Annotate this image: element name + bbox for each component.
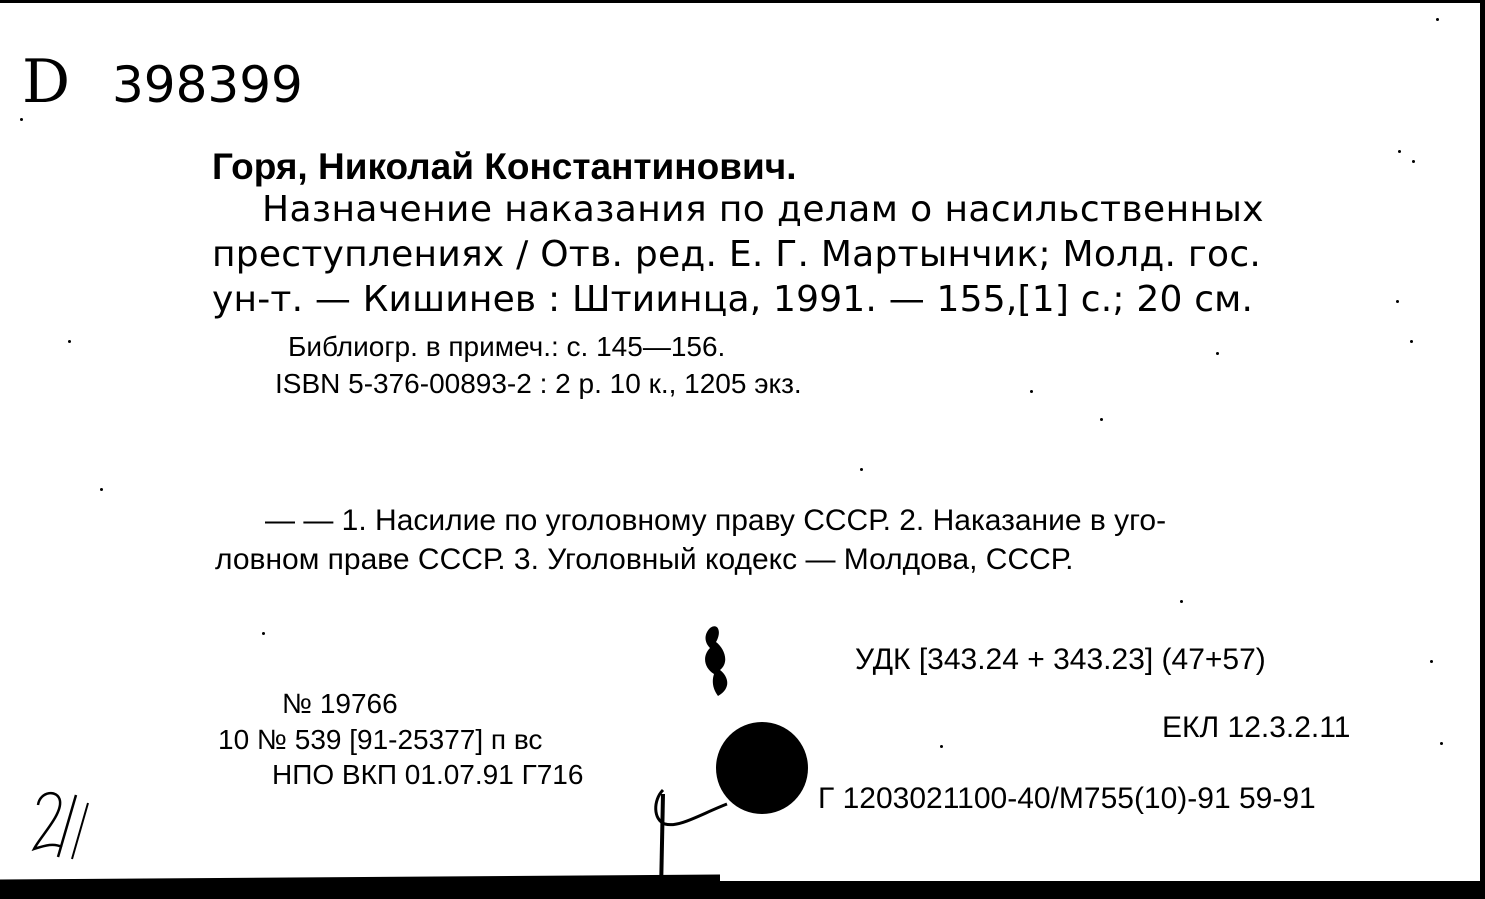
title-line-1: Назначение наказания по делам о насильственных bbox=[262, 189, 1264, 230]
scan-speck bbox=[1398, 150, 1401, 153]
scan-speck bbox=[1396, 300, 1399, 303]
scan-speck bbox=[20, 118, 23, 121]
printing-number: № 19766 bbox=[282, 688, 398, 719]
ink-blot-icon bbox=[690, 622, 746, 700]
scan-speck bbox=[940, 745, 943, 748]
card-border-top bbox=[0, 0, 1485, 3]
isbn-line: ISBN 5-376-00893-2 : 2 р. 10 к., 1205 экз. bbox=[275, 368, 802, 399]
call-number: 398399 bbox=[112, 56, 303, 114]
scan-speck bbox=[68, 340, 71, 343]
scan-speck bbox=[1180, 600, 1183, 603]
udk-code: УДК [343.24 + 343.23] (47+57) bbox=[855, 643, 1266, 676]
scan-speck bbox=[1440, 742, 1443, 745]
scan-speck bbox=[860, 468, 863, 471]
scan-speck bbox=[1410, 340, 1413, 343]
scan-speck bbox=[1412, 160, 1415, 163]
subjects-line-1: — — 1. Насилие по уголовному праву СССР. 2. Наказание в уго- bbox=[265, 504, 1167, 537]
imprint-line: ун-т. — Кишинев : Штиинца, 1991. — 155,[1] с.; 20 см. bbox=[212, 279, 1254, 320]
title-line-2: преступлениях / Отв. ред. Е. Г. Мартынчик; Молд. гос. bbox=[212, 234, 1262, 275]
pen-stroke-icon bbox=[645, 780, 735, 895]
scan-speck bbox=[100, 488, 103, 491]
scan-speck bbox=[1030, 390, 1033, 393]
call-number-letter: D bbox=[22, 47, 71, 117]
scan-speck bbox=[1216, 352, 1219, 355]
scan-speck bbox=[1100, 418, 1103, 421]
scan-speck bbox=[262, 632, 265, 635]
scan-speck bbox=[1436, 18, 1439, 21]
g-code: Г 1203021100-40/М755(10)-91 59-91 bbox=[818, 782, 1316, 815]
subjects-line-2: ловном праве СССР. 3. Уголовный кодекс — Молдова, СССР. bbox=[215, 543, 1074, 576]
scan-speck bbox=[1430, 660, 1433, 663]
printing-order: 10 № 539 [91-25377] п вс bbox=[218, 724, 543, 755]
handwritten-number-icon bbox=[28, 785, 98, 865]
printing-plant: НПО ВКП 01.07.91 Г716 bbox=[272, 759, 584, 790]
bibliography-note: Библиогр. в примеч.: с. 145—156. bbox=[288, 331, 726, 362]
card-border-bottom bbox=[0, 881, 1485, 899]
author-heading: Горя, Николай Константинович. bbox=[212, 146, 797, 187]
ekl-code: ЕКЛ 12.3.2.11 bbox=[1162, 711, 1351, 744]
card-border-right bbox=[1480, 0, 1485, 899]
